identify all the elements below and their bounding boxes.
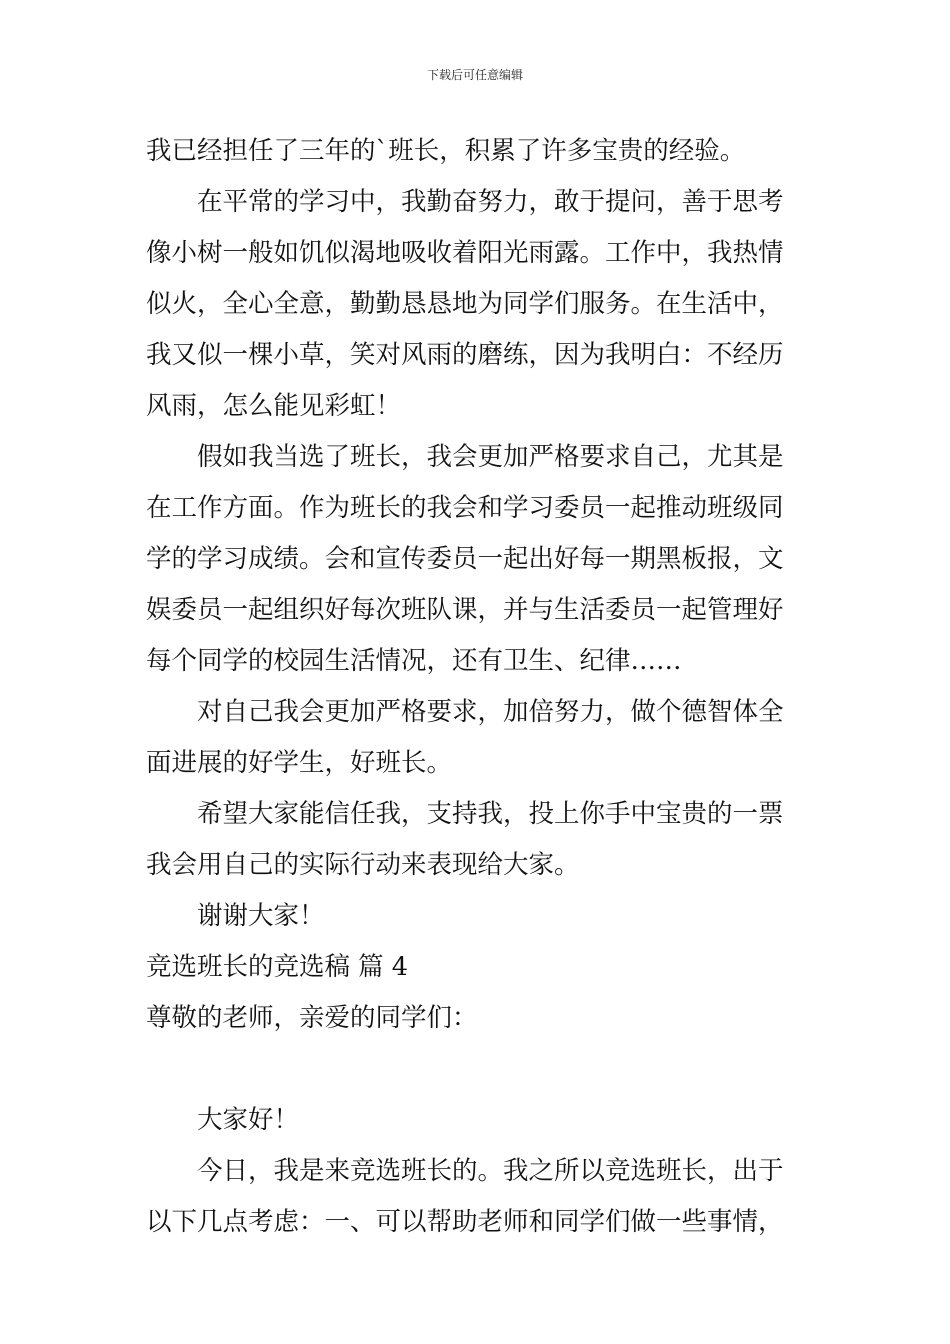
section-heading: 竞选班长的竞选稿 篇 4 (146, 952, 408, 982)
text-line: 每个同学的校园生活情况，还有卫生、纪律…… (146, 646, 682, 676)
text-line: 以下几点考虑：一、可以帮助老师和同学们做一些事情， (146, 1207, 784, 1237)
salutation: 尊敬的老师，亲爱的同学们： (146, 1003, 478, 1033)
text-line: 面进展的好学生，好班长。 (146, 748, 453, 778)
paragraph-start: 希望大家能信任我，支持我，投上你手中宝贵的一票 (197, 799, 784, 829)
document-body (146, 126, 808, 1248)
text-line: 我已经担任了三年的`班长，积累了许多宝贵的经验。 (146, 136, 746, 166)
text-line: 我会用自己的实际行动来表现给大家。 (146, 850, 580, 880)
paragraph-start: 假如我当选了班长，我会更加严格要求自己，尤其是 (197, 442, 784, 472)
text-line: 在工作方面。作为班长的我会和学习委员一起推动班级同 (146, 493, 784, 523)
text-line: 我又似一棵小草，笑对风雨的磨练，因为我明白：不经历 (146, 340, 784, 370)
text-line: 似火，全心全意，勤勤恳恳地为同学们服务。在生活中， (146, 289, 784, 319)
text-line: 风雨，怎么能见彩虹！ (146, 391, 402, 421)
paragraph-start: 谢谢大家！ (197, 901, 325, 931)
paragraph-start: 今日，我是来竞选班长的。我之所以竞选班长，出于 (197, 1156, 784, 1186)
text-line: 像小树一般如饥似渴地吸收着阳光雨露。工作中，我热情 (146, 238, 784, 268)
text-line: 学的学习成绩。会和宣传委员一起出好每一期黑板报，文 (146, 544, 784, 574)
greeting: 大家好！ (197, 1105, 300, 1135)
text-line: 娱委员一起组织好每次班队课，并与生活委员一起管理好 (146, 595, 784, 625)
page-header: 下载后可任意编辑 (426, 68, 523, 82)
paragraph-start: 在平常的学习中，我勤奋努力，敢于提问，善于思考 (197, 187, 784, 217)
paragraph-start: 对自己我会更加严格要求，加倍努力，做个德智体全 (197, 697, 784, 727)
blank-line (146, 1044, 808, 1095)
